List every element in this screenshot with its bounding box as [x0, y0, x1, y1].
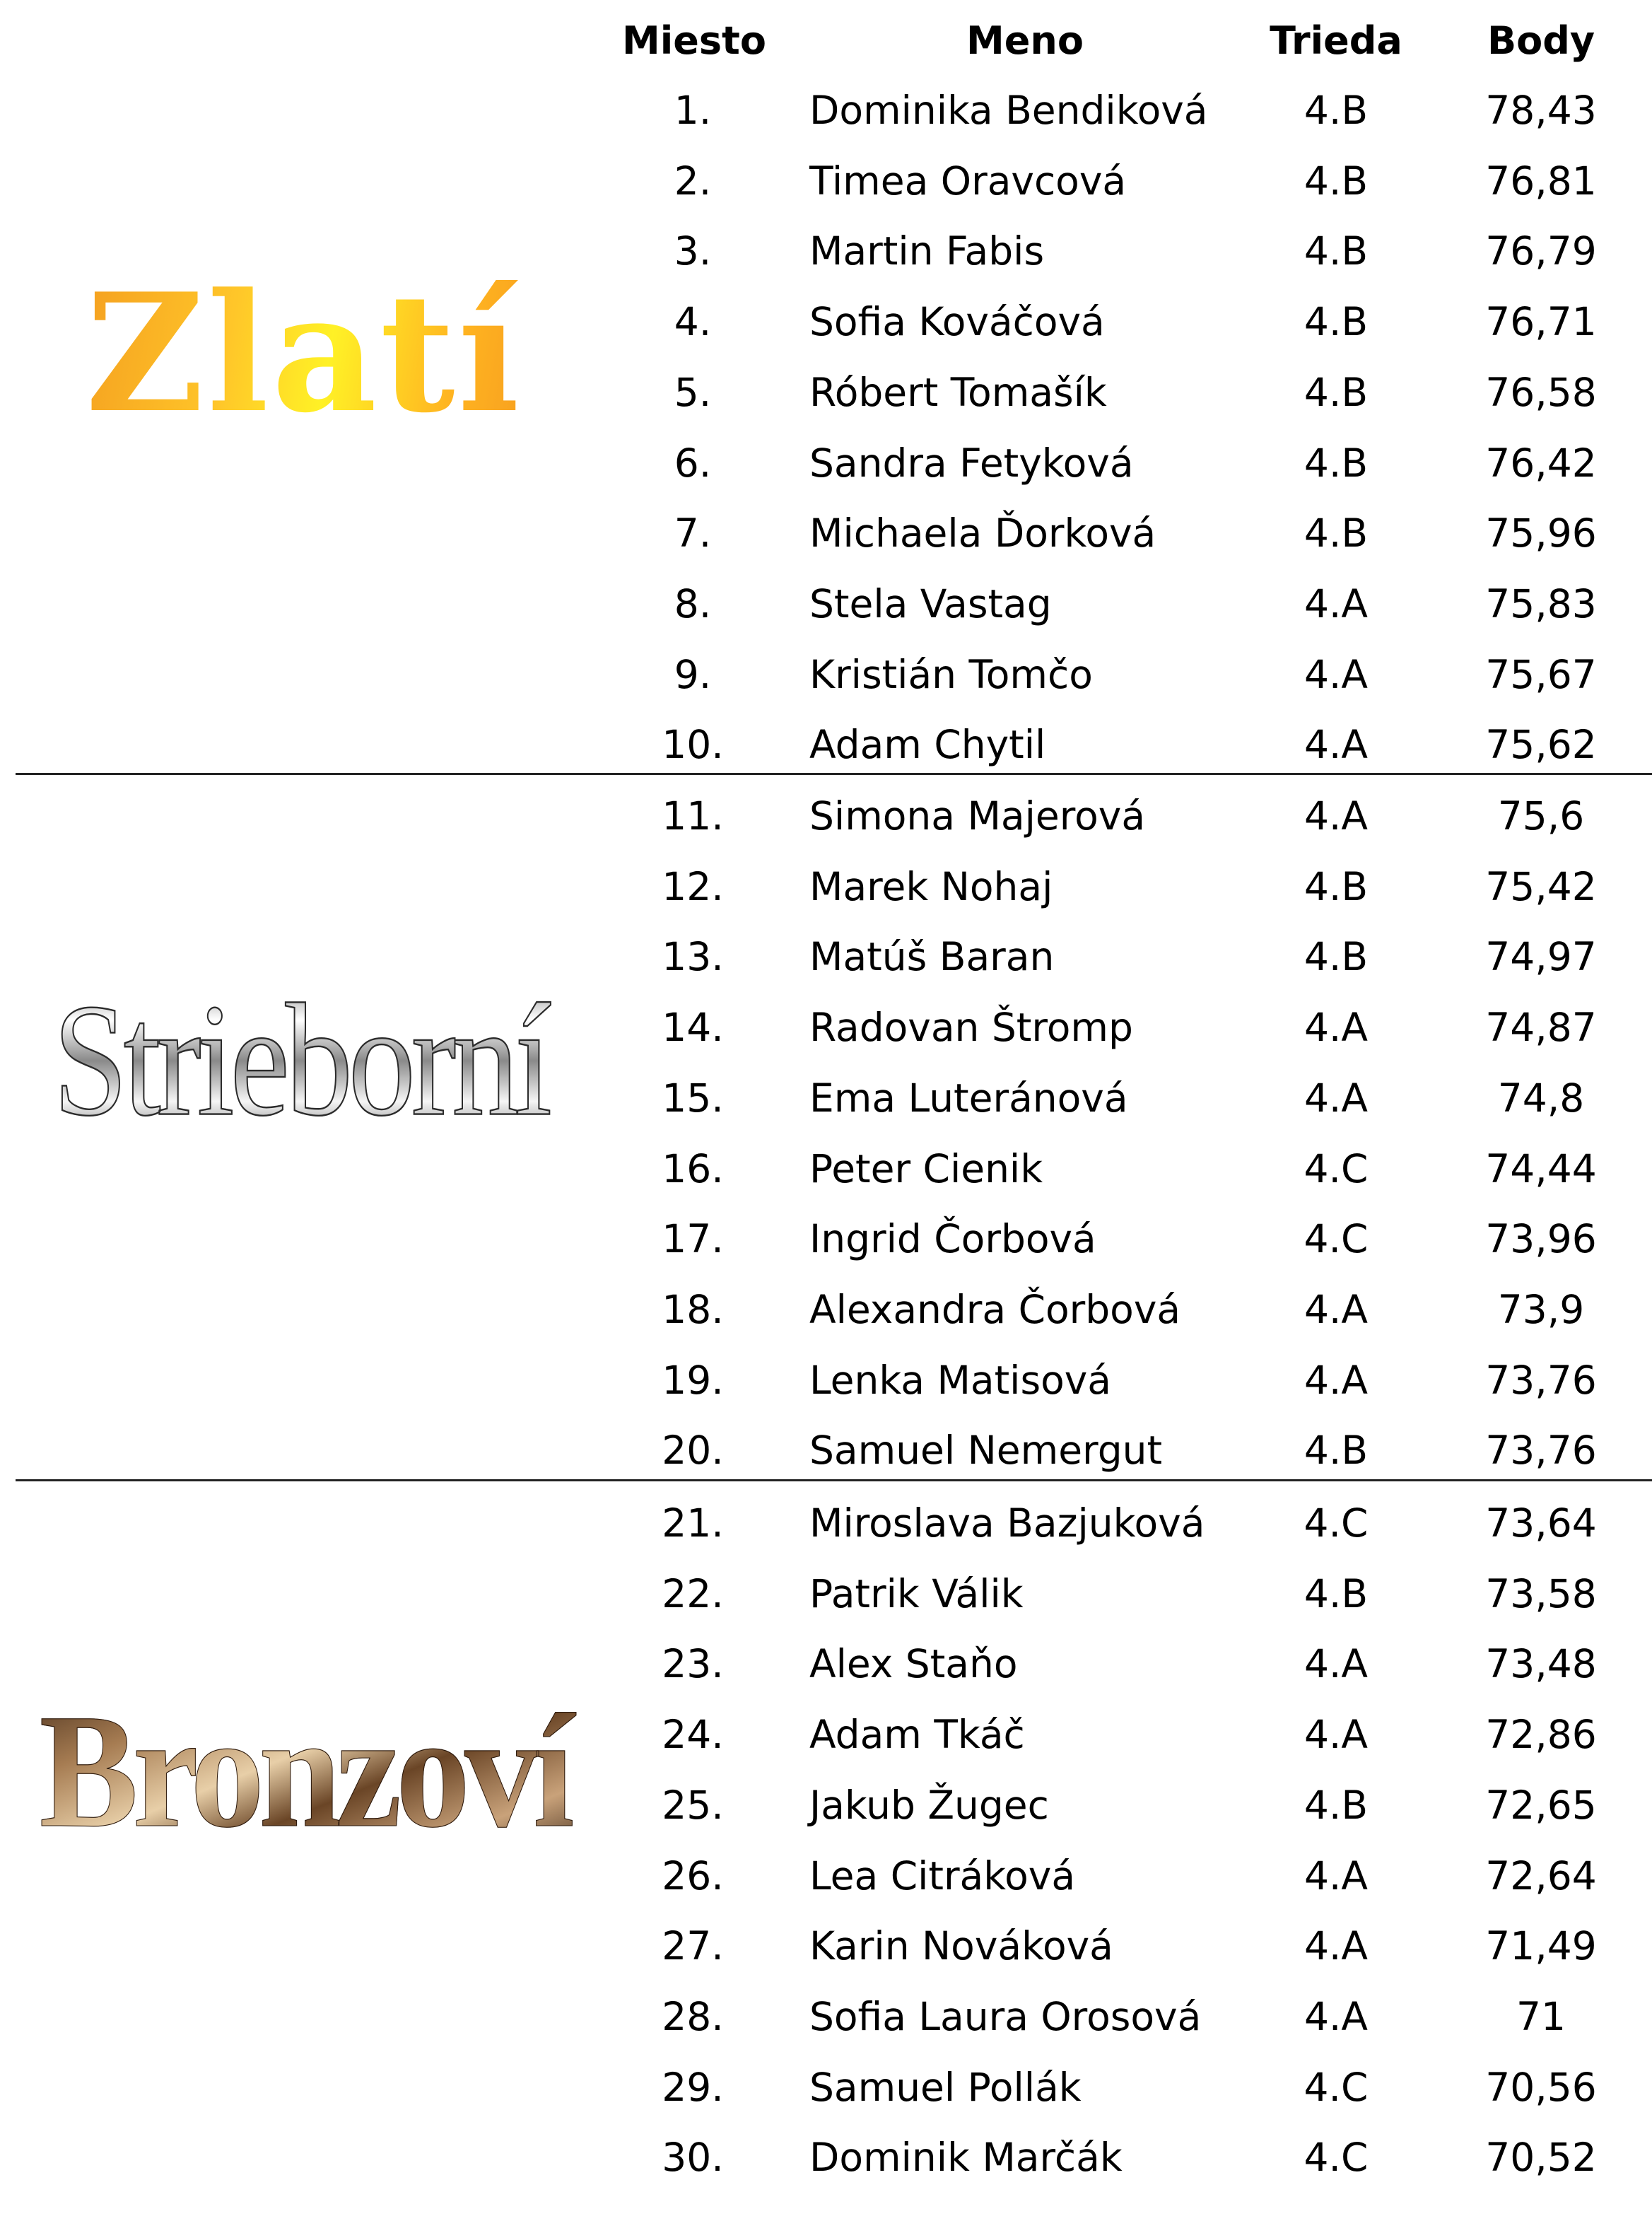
place-cell: 19. — [662, 1357, 724, 1403]
place-cell: 15. — [662, 1075, 724, 1121]
name-cell: Marek Nohaj — [809, 863, 1053, 909]
points-cell: 73,9 — [1497, 1286, 1585, 1332]
class-cell: 4.B — [1304, 1428, 1369, 1474]
points-cell: 71 — [1516, 1993, 1566, 2039]
place-cell: 20. — [662, 1428, 724, 1474]
points-cell: 76,81 — [1485, 158, 1597, 204]
points-cell: 74,97 — [1485, 934, 1597, 980]
points-cell: 73,58 — [1485, 1570, 1597, 1616]
class-cell: 4.A — [1304, 1075, 1369, 1121]
name-cell: Kristián Tomčo — [809, 651, 1093, 697]
points-cell: 75,67 — [1485, 651, 1597, 697]
name-cell: Róbert Tomašík — [809, 369, 1107, 415]
name-cell: Alexandra Čorbová — [809, 1286, 1181, 1332]
points-cell: 73,76 — [1485, 1428, 1597, 1474]
place-cell: 18. — [662, 1286, 724, 1332]
place-cell: 13. — [662, 934, 724, 980]
header-name: Meno — [966, 18, 1084, 63]
name-cell: Peter Cienik — [809, 1145, 1043, 1191]
name-cell: Dominika Bendiková — [809, 88, 1208, 133]
points-cell: 76,79 — [1485, 228, 1597, 274]
place-cell: 3. — [674, 228, 712, 274]
points-cell: 74,8 — [1497, 1075, 1585, 1121]
name-cell: Martin Fabis — [809, 228, 1045, 274]
place-cell: 28. — [662, 1993, 724, 2039]
class-cell: 4.B — [1304, 1782, 1369, 1828]
name-cell: Patrik Válik — [809, 1570, 1024, 1616]
class-cell: 4.B — [1304, 299, 1369, 345]
class-cell: 4.A — [1304, 1641, 1369, 1687]
name-cell: Lea Citráková — [809, 1853, 1076, 1899]
place-cell: 5. — [674, 369, 712, 415]
place-cell: 17. — [662, 1216, 724, 1262]
class-cell: 4.B — [1304, 1570, 1369, 1616]
points-cell: 75,62 — [1485, 722, 1597, 768]
points-cell: 75,83 — [1485, 581, 1597, 626]
place-cell: 12. — [662, 863, 724, 909]
class-cell: 4.B — [1304, 863, 1369, 909]
points-cell: 72,64 — [1485, 1853, 1597, 1899]
name-cell: Samuel Pollák — [809, 2064, 1082, 2110]
points-cell: 73,76 — [1485, 1357, 1597, 1403]
header-place: Miesto — [622, 18, 766, 63]
points-cell: 76,58 — [1485, 369, 1597, 415]
class-cell: 4.A — [1304, 1357, 1369, 1403]
class-cell: 4.C — [1304, 1500, 1369, 1546]
points-cell: 71,49 — [1485, 1923, 1597, 1969]
name-cell: Sofia Kováčová — [809, 299, 1105, 345]
place-cell: 21. — [662, 1500, 724, 1546]
class-cell: 4.A — [1304, 793, 1369, 839]
class-cell: 4.B — [1304, 369, 1369, 415]
place-cell: 16. — [662, 1145, 724, 1191]
points-cell: 75,6 — [1497, 793, 1585, 839]
points-cell: 74,87 — [1485, 1005, 1597, 1051]
class-cell: 4.A — [1304, 1923, 1369, 1969]
points-cell: 72,86 — [1485, 1712, 1597, 1758]
name-cell: Lenka Matisová — [809, 1357, 1112, 1403]
class-cell: 4.C — [1304, 2064, 1369, 2110]
class-cell: 4.B — [1304, 88, 1369, 133]
place-cell: 24. — [662, 1712, 724, 1758]
class-cell: 4.A — [1304, 581, 1369, 626]
place-cell: 10. — [662, 722, 724, 768]
name-cell: Ingrid Čorbová — [809, 1216, 1096, 1262]
place-cell: 30. — [662, 2135, 724, 2181]
name-cell: Ema Luteránová — [809, 1075, 1128, 1121]
points-cell: 76,71 — [1485, 299, 1597, 345]
name-cell: Matúš Baran — [809, 934, 1055, 980]
name-cell: Simona Majerová — [809, 793, 1146, 839]
class-cell: 4.B — [1304, 511, 1369, 556]
place-cell: 6. — [674, 440, 712, 486]
place-cell: 2. — [674, 158, 712, 204]
points-cell: 75,42 — [1485, 863, 1597, 909]
name-cell: Miroslava Bazjuková — [809, 1500, 1205, 1546]
class-cell: 4.A — [1304, 1993, 1369, 2039]
name-cell: Radovan Štromp — [809, 1005, 1133, 1051]
class-cell: 4.B — [1304, 440, 1369, 486]
place-cell: 29. — [662, 2064, 724, 2110]
points-cell: 78,43 — [1485, 88, 1597, 133]
class-cell: 4.A — [1304, 1712, 1369, 1758]
place-cell: 4. — [674, 299, 712, 345]
name-cell: Sofia Laura Orosová — [809, 1993, 1202, 2039]
place-cell: 11. — [662, 793, 724, 839]
section-title-gold: Zlatí — [64, 255, 544, 453]
class-cell: 4.A — [1304, 1853, 1369, 1899]
class-cell: 4.A — [1304, 722, 1369, 768]
class-cell: 4.C — [1304, 1216, 1369, 1262]
points-cell: 74,44 — [1485, 1145, 1597, 1191]
place-cell: 23. — [662, 1641, 724, 1687]
name-cell: Dominik Marčák — [809, 2135, 1123, 2181]
name-cell: Timea Oravcová — [809, 158, 1127, 204]
place-cell: 7. — [674, 511, 712, 556]
class-cell: 4.A — [1304, 1286, 1369, 1332]
name-cell: Alex Staňo — [809, 1641, 1018, 1687]
name-cell: Samuel Nemergut — [809, 1428, 1163, 1474]
points-cell: 75,96 — [1485, 511, 1597, 556]
place-cell: 9. — [674, 651, 712, 697]
class-cell: 4.B — [1304, 158, 1369, 204]
header-points: Body — [1487, 18, 1595, 63]
class-cell: 4.B — [1304, 228, 1369, 274]
class-cell: 4.C — [1304, 2135, 1369, 2181]
name-cell: Stela Vastag — [809, 581, 1052, 626]
points-cell: 73,64 — [1485, 1500, 1597, 1546]
points-cell: 73,96 — [1485, 1216, 1597, 1262]
name-cell: Michaela Ďorková — [809, 511, 1156, 556]
points-cell: 70,52 — [1485, 2135, 1597, 2181]
class-cell: 4.A — [1304, 1005, 1369, 1051]
class-cell: 4.B — [1304, 934, 1369, 980]
points-cell: 73,48 — [1485, 1641, 1597, 1687]
place-cell: 1. — [674, 88, 712, 133]
points-cell: 76,42 — [1485, 440, 1597, 486]
header-class: Trieda — [1270, 18, 1402, 63]
class-cell: 4.C — [1304, 1145, 1369, 1191]
place-cell: 27. — [662, 1923, 724, 1969]
place-cell: 25. — [662, 1782, 724, 1828]
section-title-silver: Strieborní — [28, 959, 573, 1162]
place-cell: 8. — [674, 581, 712, 626]
name-cell: Sandra Fetyková — [809, 440, 1134, 486]
place-cell: 22. — [662, 1570, 724, 1616]
section-title-bronze: Bronzoví — [28, 1674, 580, 1869]
place-cell: 26. — [662, 1853, 724, 1899]
place-cell: 14. — [662, 1005, 724, 1051]
name-cell: Adam Tkáč — [809, 1712, 1025, 1758]
name-cell: Jakub Žugec — [809, 1782, 1049, 1828]
name-cell: Karin Nováková — [809, 1923, 1113, 1969]
class-cell: 4.A — [1304, 651, 1369, 697]
name-cell: Adam Chytil — [809, 722, 1046, 768]
points-cell: 70,56 — [1485, 2064, 1597, 2110]
points-cell: 72,65 — [1485, 1782, 1597, 1828]
